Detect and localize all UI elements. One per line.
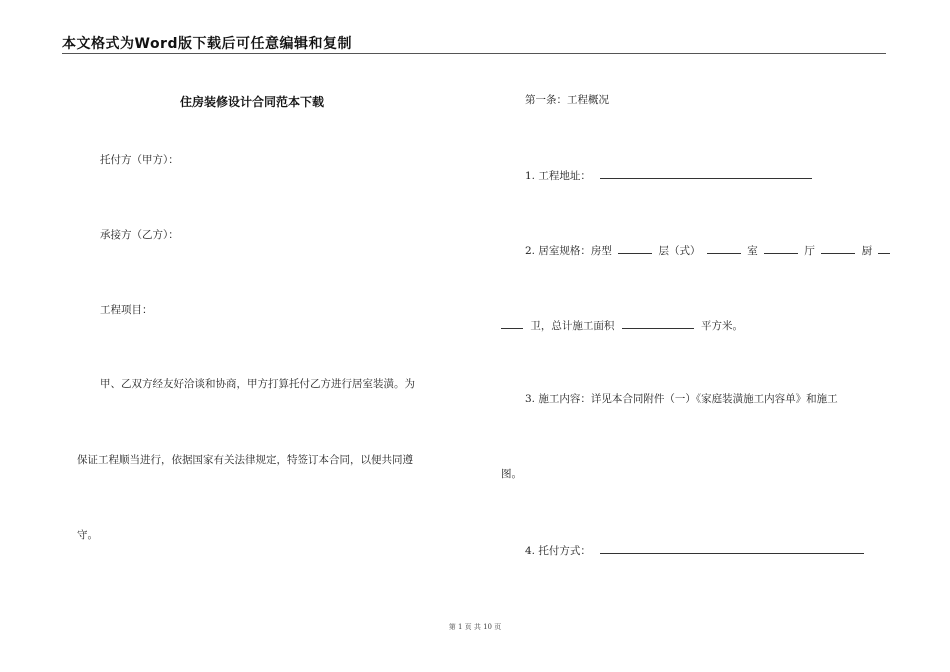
hall-blank — [821, 242, 855, 254]
payment-blank — [600, 542, 864, 554]
item-2-label: 2. 居室规格：房型 — [525, 245, 612, 257]
item-4-label: 4. 托付方式： — [525, 545, 591, 557]
page-number: 第 1 页 共 10 页 — [448, 623, 502, 631]
bath-blank — [501, 317, 523, 329]
item-2-room-spec — [525, 242, 890, 258]
document-banner: 本文格式为Word版下载后可任意编辑和复制 — [62, 36, 352, 52]
intro-paragraph-line-2: 保证工程顺当进行，依据国家有关法律规定，特签订本合同，以便共同遵 — [77, 454, 413, 466]
item-4-payment — [525, 542, 864, 558]
contractor-party-label: 承接方（乙方）： — [100, 229, 179, 241]
item-2-area-line — [501, 317, 743, 333]
project-label: 工程项目： — [100, 304, 153, 316]
kitchen-label: 厨 — [861, 245, 873, 257]
article-1-heading: 第一条：工程概况 — [525, 94, 609, 106]
item-1-label: 1. 工程地址： — [525, 170, 591, 182]
contract-title: 住房装修设计合同范本下载 — [180, 95, 325, 109]
item-3-line-1: 3. 施工内容：详见本合同附件（一）《家庭装潢施工内容单》和施工 — [525, 393, 838, 405]
header-divider — [62, 53, 886, 54]
hall-label: 厅 — [804, 245, 815, 257]
item-1-address — [525, 167, 812, 183]
room-blank — [764, 242, 798, 254]
bath-area-label: 卫，总计施工面积 — [530, 320, 615, 332]
intro-paragraph-line-1: 甲、乙双方经友好洽谈和协商，甲方打算托付乙方进行居室装潢。为 — [100, 378, 415, 390]
room-label: 室 — [747, 245, 758, 257]
item-3-line-2: 图。 — [501, 468, 522, 480]
area-unit: 平方米。 — [701, 320, 744, 332]
kitchen-blank — [878, 242, 890, 254]
room-type-blank — [618, 242, 652, 254]
area-blank — [622, 317, 694, 329]
floor-label: 层（式） — [658, 245, 701, 257]
intro-paragraph-line-3: 守。 — [77, 529, 98, 541]
client-party-label: 托付方（甲方）： — [100, 154, 179, 166]
address-blank — [600, 167, 812, 179]
floor-blank — [707, 242, 741, 254]
